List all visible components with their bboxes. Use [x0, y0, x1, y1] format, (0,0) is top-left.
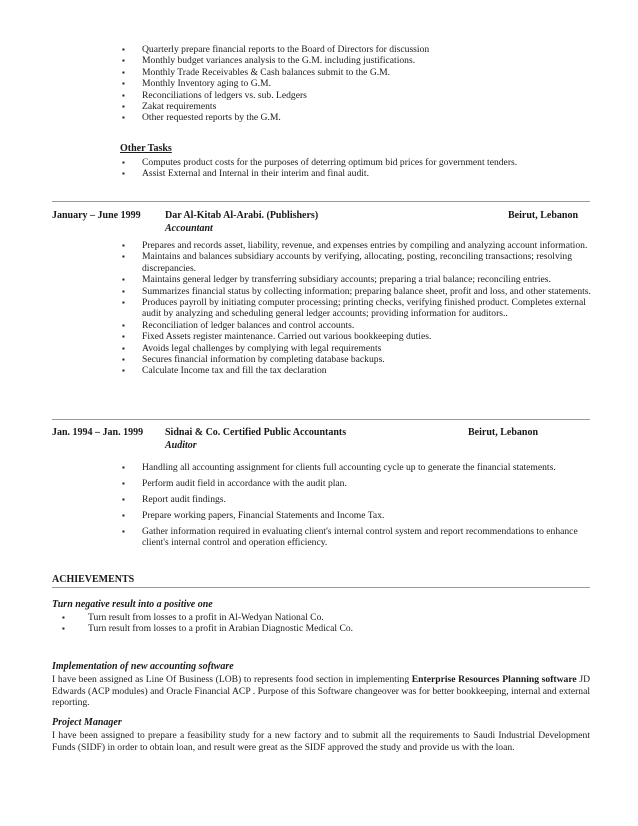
- achievements-heading: ACHIEVEMENTS: [52, 574, 135, 585]
- job2-company: Sidnai & Co. Certified Public Accountants: [165, 427, 347, 438]
- job2-duties-list: [120, 462, 600, 553]
- achievement1-title: Turn negative result into a positive one: [52, 599, 213, 610]
- job1-duties-list: [120, 240, 600, 377]
- list-item: ▪ Zakat requirements: [120, 101, 600, 112]
- list-item: ▪ Produces payroll by initiating computer processing; printing checks, verifying finished product. Completes external audit by analyzing and scheduling general ledger accounts; providing information for auditors..: [120, 297, 600, 320]
- achievement2-text-part-a: I have been assigned as Line Of Business (LOB) to represents food section in implementing: [52, 674, 412, 685]
- list-item: ▪ Reconciliation of ledger balances and control accounts.: [120, 320, 600, 331]
- list-item: ▪ Computes product costs for the purposes of deterring optimum bid prices for government tenders.: [120, 157, 600, 168]
- list-item: ▪ Prepare working papers, Financial Statements and Income Tax.: [120, 510, 600, 521]
- list-item: ▪ Gather information required in evaluating client's internal control system and report recommendations to enhance client's internal control and operation efficiency.: [120, 526, 600, 549]
- list-item: ▪ Summarizes financial status by collecting information; preparing balance sheet, profit and loss, and other statements.: [120, 286, 600, 297]
- achievement2-text-bold: Enterprise Resources Planning software: [411, 674, 577, 685]
- achievement2-text-part-b: JD Edwards (ACP modules) and Oracle Financial ACP . Purpose of this Software changeover was for better bookkeeping, internal and external reporting.: [52, 674, 591, 709]
- job2-role: Auditor: [165, 440, 197, 451]
- job1-role: Accountant: [165, 223, 213, 234]
- list-item: ▪ Secures financial information by completing database backups.: [120, 354, 600, 365]
- job1-dates: January – June 1999: [52, 210, 141, 221]
- list-item: ▪ Fixed Assets register maintenance. Carried out various bookkeeping duties.: [120, 331, 600, 342]
- divider: [52, 419, 590, 420]
- list-item: ▪ Other requested reports by the G.M.: [120, 112, 600, 123]
- divider: [52, 201, 590, 202]
- list-item: ▪ Quarterly prepare financial reports to the Board of Directors for discussion: [120, 44, 600, 55]
- list-item: ▪ Maintains and balances subsidiary accounts by verifying, allocating, posting, reconciling transactions; resolving discrepancies.: [120, 251, 600, 274]
- list-item: ▪ Avoids legal challenges by complying with legal requirements: [120, 343, 600, 354]
- job2-dates: Jan. 1994 – Jan. 1999: [52, 427, 144, 438]
- achievement3-text: I have been assigned to prepare a feasibility study for a new factory and to submit all the requirements to Saudi Industrial Development Funds (SIDF) in order to obtain loan, and result were great as the SIDF approved the study and provide us with the loan.: [52, 730, 590, 753]
- other-tasks-list: [120, 157, 600, 180]
- reports-list: [120, 44, 600, 124]
- list-item: ▪ Report audit findings.: [120, 494, 600, 505]
- list-item: ▪ Monthly Inventory aging to G.M.: [120, 78, 600, 89]
- list-item: ▪ Monthly Trade Receivables & Cash balances submit to the G.M.: [120, 67, 600, 78]
- divider: [52, 587, 590, 588]
- job1-company: Dar Al-Kitab Al-Arabi. (Publishers): [165, 210, 319, 221]
- list-item: ▪ Assist External and Internal in their interim and final audit.: [120, 168, 600, 179]
- list-item: ▪ Reconciliations of ledgers vs. sub. Ledgers: [120, 90, 600, 101]
- job2-location: Beirut, Lebanon: [468, 427, 539, 438]
- achievement2-text: [52, 674, 590, 709]
- list-item: ▪ Perform audit field in accordance with the audit plan.: [120, 478, 600, 489]
- list-item: ▪ Monthly budget variances analysis to the G.M. including justifications.: [120, 55, 600, 66]
- list-item: ▪ Calculate Income tax and fill the tax declaration: [120, 365, 600, 376]
- job1-location: Beirut, Lebanon: [508, 210, 579, 221]
- achievement3-title: Project Manager: [52, 717, 122, 728]
- list-item: ▪ Handling all accounting assignment for clients full accounting cycle up to generate the financial statements.: [120, 462, 600, 473]
- achievement2-title: Implementation of new accounting software: [52, 661, 234, 672]
- list-item: ▪ Prepares and records asset, liability, revenue, and expenses entries by compiling and analyzing account information.: [120, 240, 600, 251]
- list-item: ▪ Maintains general ledger by transferring subsidiary accounts; preparing a trial balance; reconciling entries.: [120, 274, 600, 285]
- achievement1-list: [60, 612, 580, 635]
- list-item: ▪ Turn result from losses to a profit in Arabian Diagnostic Medical Co.: [60, 623, 580, 634]
- list-item: ▪ Turn result from losses to a profit in Al-Wedyan National Co.: [60, 612, 580, 623]
- other-tasks-heading: Other Tasks: [120, 143, 172, 154]
